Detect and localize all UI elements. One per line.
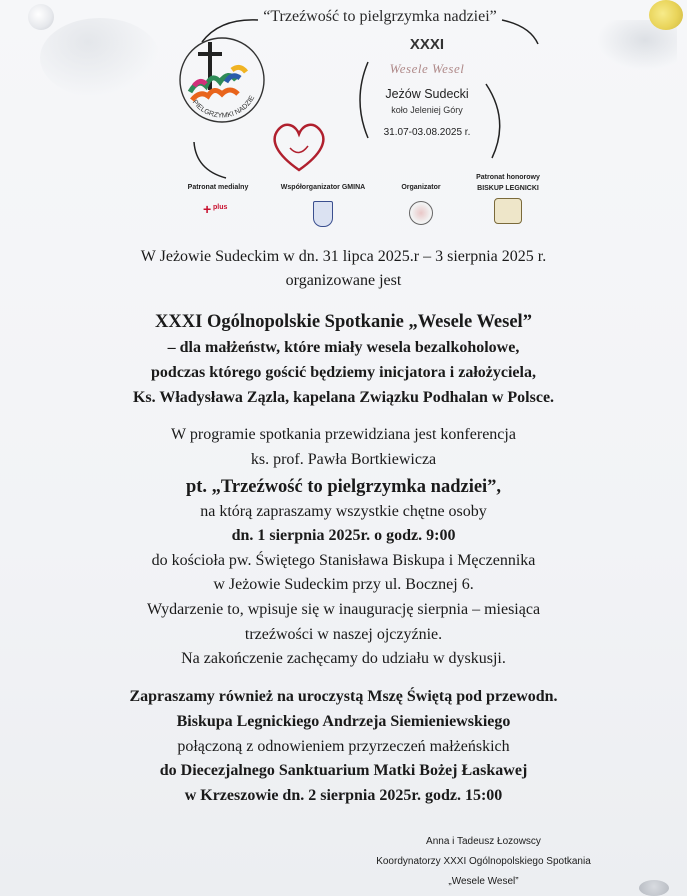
mass-line: w Krzeszowie dn. 2 sierpnia 2025r. godz. 15:00 [184, 787, 503, 804]
event-title: XXXI Ogólnopolskie Spotkanie „Wesele Wesel” [155, 312, 532, 332]
patron-label: Patronat honorowy BISKUP LEGNICKI [476, 174, 540, 192]
mass-line: Zapraszamy również na uroczystą Mszę Świętą pod przewodn. [129, 688, 558, 705]
conference-title: pt. „Trzeźwość to pielgrzymka nadziei”, [185, 477, 502, 497]
patron-media [178, 184, 258, 219]
header-tagline: “Trzeźwość to pielgrzymka nadziei” [263, 8, 497, 25]
program-line: do kościoła pw. Świętego Stanisława Biskupa i Męczennika [151, 552, 536, 569]
patron-label: Patronat medialny [187, 184, 249, 191]
plus-media-logo: + plus [203, 201, 228, 217]
program-line: W programie spotkania przewidziana jest konferencja [171, 426, 516, 443]
patron-label: Współorganizator GMINA [280, 184, 366, 191]
patron-honorary [468, 172, 548, 224]
signature-event: „Wesele Wesel” [448, 876, 519, 887]
program-line: ks. prof. Pawła Bortkiewicza [250, 451, 437, 468]
event-dates: 31.07-03.08.2025 r. [383, 127, 471, 138]
intro-line: W Jeżowie Sudeckim w dn. 31 lipca 2025.r – 3 sierpnia 2025 r. [140, 248, 547, 265]
event-badge [362, 36, 492, 138]
mass-line: połączoną z odnowieniem przyrzeczeń małżeńskich [177, 738, 510, 755]
decorative-arc [500, 16, 540, 46]
signature-names: Anna i Tadeusz Łozowscy [426, 836, 541, 847]
patron-municipality [268, 184, 378, 227]
title-line: podczas którego gościć będziemy inicjatora i założyciela, [151, 364, 536, 381]
program-line: na którą zapraszamy wszystkie chętne osoby [200, 503, 487, 520]
event-near: koło Jeleniej Góry [391, 105, 463, 115]
event-place: Jeżów Sudecki [385, 87, 469, 101]
municipality-crest-icon [313, 201, 333, 227]
conference-date: dn. 1 sierpnia 2025r. o godz. 9:00 [231, 527, 456, 544]
title-line: Ks. Władysława Zązla, kapelana Związku Podhalan w Polsce. [132, 389, 555, 406]
patron-label: Organizator [401, 184, 441, 191]
bishop-crest-icon [494, 198, 522, 224]
signature-role: Koordynatorzy XXXI Ogólnopolskiego Spotkania [376, 856, 591, 867]
program-line: Na zakończenie zachęcamy do udziału w dyskusji. [181, 650, 506, 667]
logo-text: PIELGRZYMKI NADZIE [190, 94, 257, 120]
program-line: Wydarzenie to, wpisuje się w inaugurację sierpnia – miesiąca [146, 601, 541, 618]
program-line: trzeźwości w naszej ojczyźnie. [244, 626, 443, 643]
pilgrimage-logo [172, 30, 272, 130]
mass-line: do Diecezjalnego Sanktuarium Matki Bożej Łaskawej [159, 762, 528, 779]
title-line: – dla małżeństw, które miały wesela bezalkoholowe, [167, 339, 520, 356]
pushpin-icon [28, 4, 54, 30]
patron-organizer [386, 184, 456, 225]
reflection-glare [40, 18, 160, 98]
pushpin-icon [649, 0, 683, 30]
event-number: XXXI [409, 36, 445, 53]
mass-line: Biskupa Legnickiego Andrzeja Siemieniewskiego [176, 713, 511, 730]
event-script-title: Wesele Wesel [389, 61, 465, 76]
heart-icon [268, 118, 330, 176]
patrons-row [150, 170, 570, 235]
organizer-seal-icon [409, 201, 433, 225]
program-line: w Jeżowie Sudeckim przy ul. Bocznej 6. [213, 576, 474, 593]
intro-line: organizowane jest [285, 272, 402, 289]
